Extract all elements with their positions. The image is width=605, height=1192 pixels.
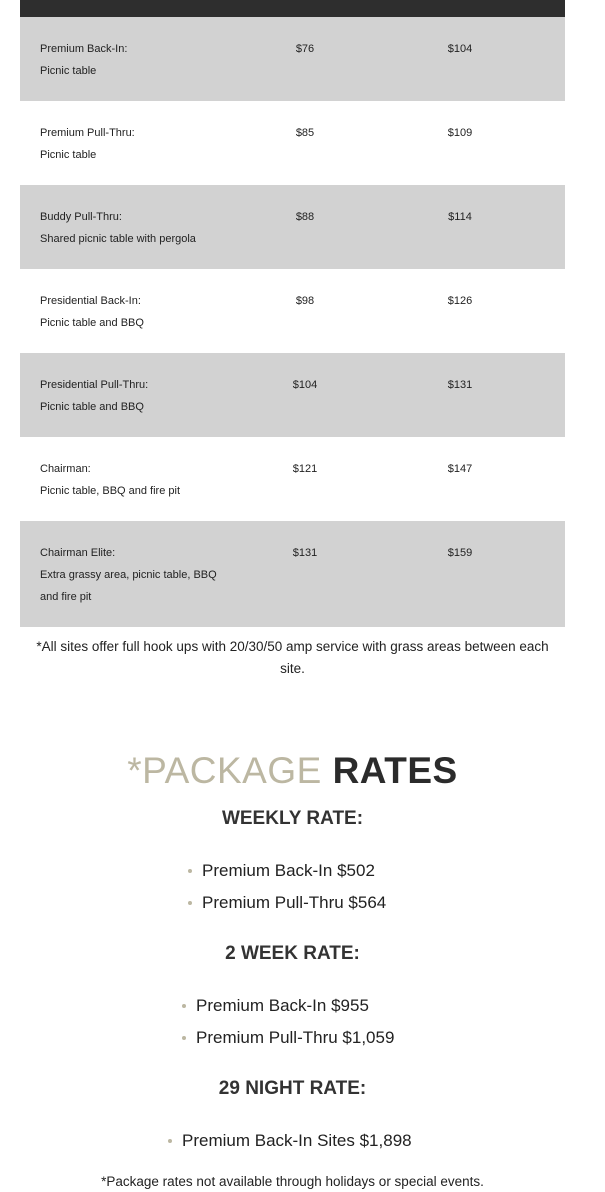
site-amenities: Shared picnic table with pergola: [40, 233, 196, 245]
package-footnote: *Package rates not available through holidays or special events.: [101, 1174, 484, 1189]
table-row: [20, 353, 565, 437]
list-item: [188, 893, 386, 913]
nightly-rate: $121: [292, 463, 318, 475]
list-item-text: Premium Back-In $955: [196, 996, 369, 1015]
site-amenities: Extra grassy area, picnic table, BBQ: [40, 569, 217, 581]
table-row: [20, 101, 565, 185]
site-name: [40, 542, 250, 608]
list-item: [182, 1028, 394, 1048]
list-item-text: Premium Pull-Thru $1,059: [196, 1028, 395, 1047]
bullet-icon: [168, 1139, 172, 1143]
weekly-rate-heading: WEEKLY RATE:: [221, 808, 364, 829]
site-type-label: Presidential Back-In:: [40, 295, 141, 307]
site-type-label: Premium Back-In:: [40, 43, 128, 55]
two-week-rate-heading: 2 WEEK RATE:: [225, 943, 360, 964]
table-header-bar: [20, 0, 565, 17]
twenty-nine-night-rate-heading: 29 NIGHT RATE:: [218, 1078, 367, 1099]
nightly-rate: $85: [295, 127, 315, 139]
site-type-label: Premium Pull-Thru:: [40, 127, 135, 139]
holiday-rate: $114: [448, 211, 472, 223]
site-name: [40, 374, 250, 418]
site-type-label: Chairman:: [40, 463, 91, 475]
list-item: [182, 996, 369, 1016]
site-type-label: Chairman Elite:: [40, 547, 116, 559]
holiday-rate: $131: [447, 379, 473, 391]
package-title-light: *PACKAGE: [127, 750, 322, 791]
bullet-icon: [182, 1004, 186, 1008]
site-name: [40, 38, 250, 82]
nightly-rate: $76: [295, 43, 315, 55]
table-row: [20, 17, 565, 101]
holiday-rate: $126: [447, 295, 473, 307]
site-name: [40, 122, 250, 166]
nightly-rate: $88: [295, 211, 315, 223]
list-item-text: Premium Back-In $502: [202, 861, 375, 880]
list-item: [188, 861, 375, 881]
bullet-icon: [182, 1036, 186, 1040]
list-item-text: Premium Back-In Sites $1,898: [182, 1131, 412, 1150]
nightly-rate: $98: [295, 295, 315, 307]
holiday-rate: $159: [447, 547, 473, 559]
site-amenities-cont: and fire pit: [40, 591, 92, 603]
package-title-bold: RATES: [332, 750, 458, 791]
bullet-icon: [188, 869, 192, 873]
site-name: [40, 290, 250, 334]
site-amenities: Picnic table and BBQ: [40, 401, 144, 413]
site-name: [40, 458, 250, 502]
site-type-label: Buddy Pull-Thru:: [40, 211, 122, 223]
site-amenities: Picnic table, BBQ and fire pit: [40, 485, 181, 497]
nightly-rate: $131: [292, 547, 318, 559]
list-item: [168, 1131, 412, 1151]
table-row: [20, 269, 565, 353]
table-row: [20, 437, 565, 521]
holiday-rate: $104: [447, 43, 473, 55]
bullet-icon: [188, 901, 192, 905]
table-row: [20, 185, 565, 269]
nightly-rate: $104: [292, 379, 318, 391]
list-item-text: Premium Pull-Thru $564: [202, 893, 387, 912]
site-type-label: Presidential Pull-Thru:: [40, 379, 149, 391]
holiday-rate: $109: [447, 127, 473, 139]
site-amenities: Picnic table: [40, 65, 97, 77]
holiday-rate: $147: [447, 463, 473, 475]
table-row: [20, 521, 565, 627]
site-amenities: Picnic table and BBQ: [40, 317, 144, 329]
site-name: [40, 206, 250, 250]
rates-table: [20, 17, 565, 627]
package-rates-heading: [0, 749, 585, 793]
hookup-footnote: *All sites offer full hook ups with 20/30/50 amp service with grass areas between each site.: [36, 639, 549, 676]
site-amenities: Picnic table: [40, 149, 97, 161]
